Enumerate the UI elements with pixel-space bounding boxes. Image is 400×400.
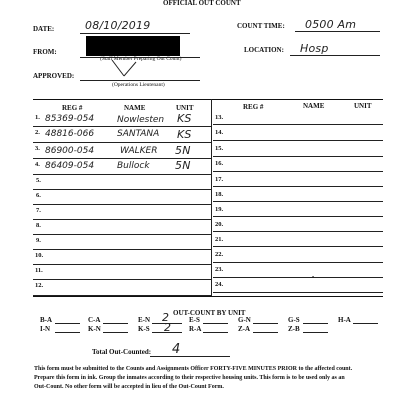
footer-line-1: This form must be submitted to the Counts and Assignments Officer FORTY-FIVE MINUTES PRIOR to the affected count. [34, 366, 353, 372]
unit-label: C-A [88, 316, 101, 324]
row-number: 6. [36, 192, 41, 199]
row-number: 13. [215, 114, 224, 121]
row-number: 18. [215, 191, 224, 198]
name-cell[interactable]: Bullock [117, 161, 150, 171]
row-number: 17. [215, 176, 224, 183]
unit-label: B-A [40, 316, 53, 324]
unit-label: K-S [138, 325, 150, 333]
count-time-value[interactable]: 0500 Am [305, 18, 357, 31]
reg-cell[interactable]: 86900-054 [45, 146, 95, 156]
count-time-line [295, 31, 380, 32]
unit-cell[interactable]: KS [177, 112, 192, 125]
stray-mark-icon: • [312, 275, 315, 281]
units-title: OUT-COUNT BY UNIT [173, 309, 246, 317]
left-reg-header: REG # [62, 104, 83, 112]
location-label: LOCATION: [244, 46, 284, 54]
name-cell[interactable]: WALKER [120, 146, 158, 156]
row-number: 7. [36, 207, 41, 214]
date-label: DATE: [33, 25, 55, 33]
unit-label: Z-A [238, 325, 251, 333]
arrow-mark-icon [110, 58, 140, 80]
total-line [150, 356, 230, 357]
date-line [80, 33, 190, 34]
total-value[interactable]: 4 [172, 342, 181, 357]
row-number: 8. [36, 222, 41, 229]
row-number: 20. [215, 221, 224, 228]
unit-count-value[interactable]: 2 [164, 321, 172, 334]
form-title: OFFICIAL OUT COUNT [163, 0, 241, 7]
from-label: FROM: [33, 48, 57, 56]
row-number: 11. [35, 267, 43, 274]
row-number: 21. [215, 236, 224, 243]
unit-label: R-A [189, 325, 202, 333]
row-number: 3. [35, 145, 40, 152]
unit-label: G-N [238, 316, 251, 324]
reg-cell[interactable]: 86409-054 [45, 161, 95, 171]
unit-label: E-N [138, 316, 151, 324]
unit-label: K-N [88, 325, 101, 333]
unit-cell[interactable]: 5N [175, 159, 191, 172]
unit-cell[interactable]: KS [177, 128, 192, 141]
right-unit-header: UNIT [354, 102, 372, 110]
name-cell[interactable]: SANTANA [117, 129, 160, 139]
location-line [290, 55, 380, 56]
row-number: 10. [35, 252, 44, 259]
unit-cell[interactable]: 5N [175, 144, 191, 157]
row-number: 14. [215, 129, 224, 136]
table-top-border [33, 99, 383, 100]
staff-caption: (Staff Member Preparing Out Count) [100, 56, 182, 62]
footer-line-2: Prepare this form in ink. Group the inmates according to their respective housing units. This form is to be used only as an [34, 375, 345, 381]
name-cell[interactable]: Nowlesten [117, 115, 165, 125]
right-name-header: NAME [303, 102, 325, 110]
right-reg-header: REG # [243, 103, 264, 111]
unit-count-value[interactable]: 2 [162, 311, 170, 324]
table-center-divider [211, 99, 212, 296]
row-number: 24. [215, 281, 224, 288]
unit-label: Z-B [288, 325, 300, 333]
location-value[interactable]: Hosp [300, 42, 329, 55]
unit-label: G-S [288, 316, 300, 324]
unit-label: H-A [338, 316, 351, 324]
redaction-box [86, 36, 180, 56]
row-number: 5. [36, 177, 41, 184]
row-number: 1. [35, 114, 40, 121]
total-label: Total Out-Counted: [92, 348, 152, 356]
reg-cell[interactable]: 85369-054 [45, 114, 95, 124]
reg-cell[interactable]: 48816-066 [45, 129, 95, 139]
row-number: 12. [35, 282, 44, 289]
row-number: 9. [36, 237, 41, 244]
approved-label: APPROVED: [33, 72, 75, 80]
row-number: 16. [215, 160, 224, 167]
left-name-header: NAME [124, 104, 146, 112]
approved-line [80, 80, 200, 81]
date-value[interactable]: 08/10/2019 [85, 19, 151, 32]
row-number: 2. [35, 129, 40, 136]
count-time-label: COUNT TIME: [237, 22, 285, 30]
lieutenant-caption: (Operations Lieutenant) [112, 82, 165, 88]
footer-line-3: Out-Count. No other form will be accepted in lieu of the Out-Count Form. [34, 384, 224, 390]
row-number: 19. [215, 206, 224, 213]
row-number: 4. [35, 161, 40, 168]
unit-label: E-S [189, 316, 200, 324]
row-number: 23. [215, 266, 224, 273]
row-number: 15. [215, 145, 224, 152]
unit-label: I-N [40, 325, 51, 333]
row-number: 22. [215, 251, 224, 258]
left-unit-header: UNIT [176, 104, 194, 112]
table-bottom-border [33, 296, 383, 297]
